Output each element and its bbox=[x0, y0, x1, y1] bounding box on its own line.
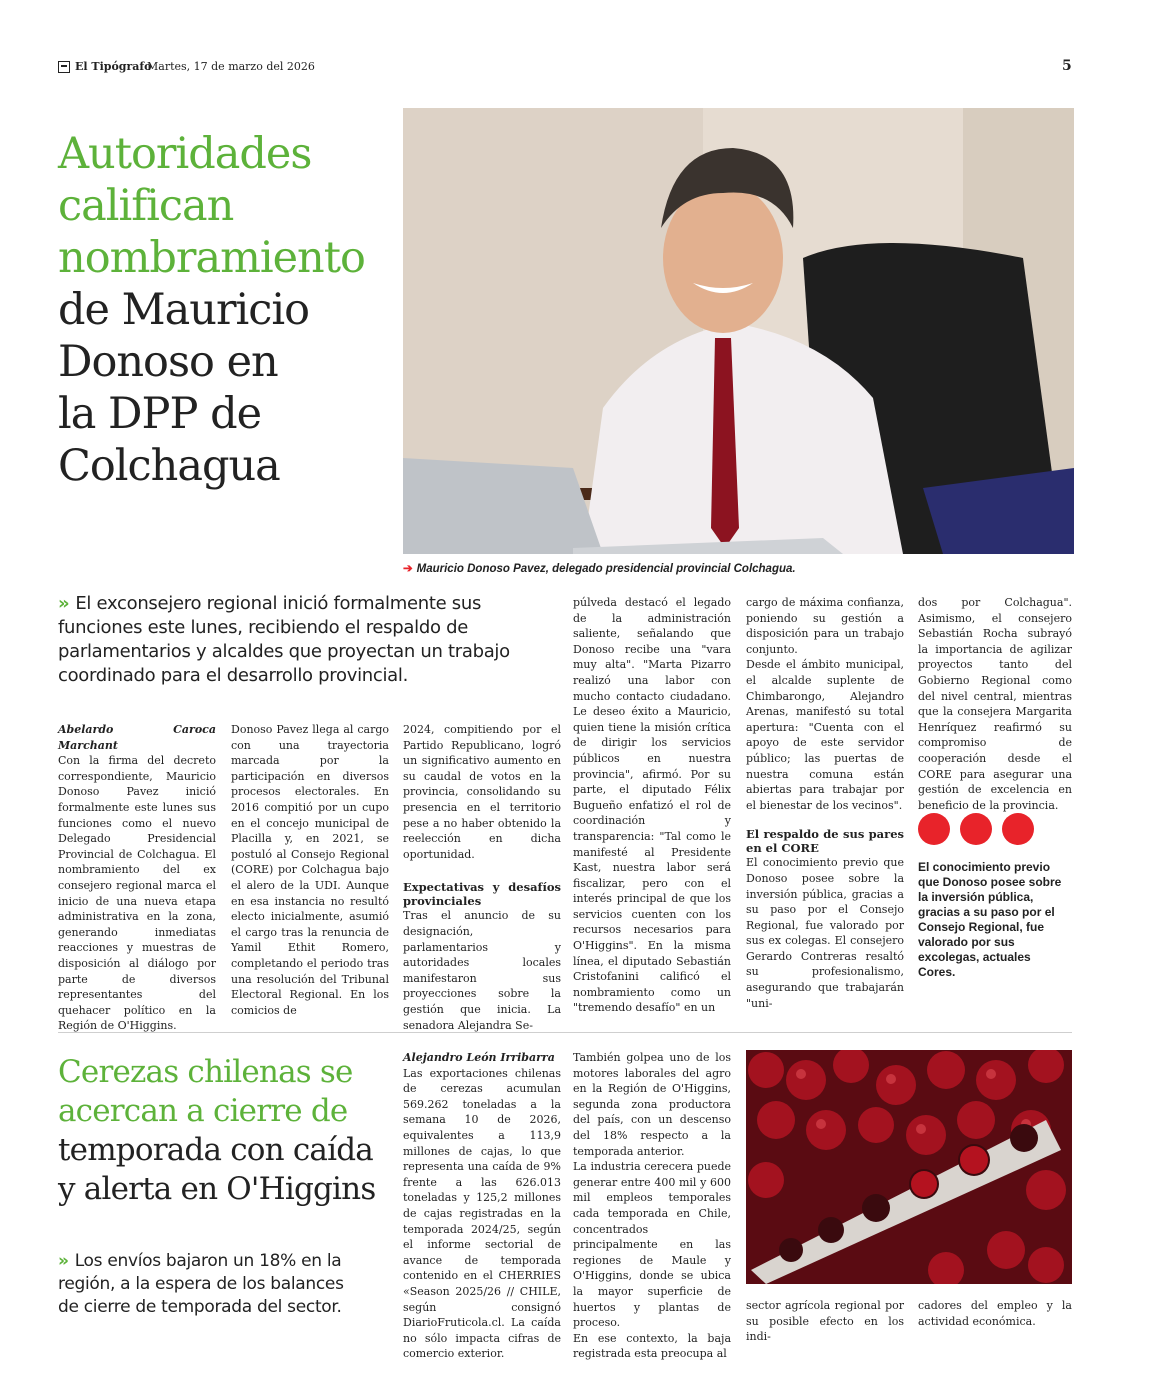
byline: Alejandro León Irribarra bbox=[403, 1051, 555, 1064]
story1-column-2 bbox=[231, 722, 389, 1018]
story1-column-1 bbox=[58, 722, 216, 1034]
body-text: Desde el ámbito municipal, el alcalde suplente de Chimbarongo, Alejandro Arenas, manifestó su total apertura: "Cuenta con el apoyo de este servidor público; las puertas de nuestra comuna están abiertas para trabajar por el bienestar de los vecinos". bbox=[746, 658, 904, 812]
story2-column-2 bbox=[573, 1050, 731, 1362]
story2-headline bbox=[58, 1053, 398, 1209]
headline-line: temporada con caída bbox=[58, 1132, 373, 1168]
headline-line: califican bbox=[58, 181, 234, 231]
body-text: La industria cerecera puede generar entre 400 mil y 600 mil empleos temporales cada temporada en Chile, concentrados principalmente en las regiones de Maule y O'Higgins, donde se ubica la mayor superficie de huertos y plantas de proceso. bbox=[573, 1160, 731, 1330]
newspaper-logo bbox=[58, 60, 151, 73]
headline-line: Autoridades bbox=[58, 129, 312, 179]
red-dot-icon bbox=[960, 813, 992, 845]
subhead: El respaldo de sus pares en el CORE bbox=[746, 827, 904, 856]
dek-line: El exconsejero regional inició formalmente sus bbox=[75, 593, 482, 614]
cherries-illustration bbox=[746, 1050, 1072, 1284]
dek-line: de cierre de temporada del sector. bbox=[58, 1297, 342, 1317]
chevron-double-right-icon: » bbox=[58, 1251, 69, 1271]
headline-line: de Mauricio bbox=[58, 285, 310, 335]
story2-column-4 bbox=[918, 1298, 1072, 1329]
body-text: Donoso Pavez llega al cargo con una trayectoria marcada por la participación en diversos procesos electorales. En 2016 compitió por un cupo en el concejo municipal de Placilla y, en 2021, se postuló al Consejo Regional (CORE) por Colchagua bajo el alero de la UDI. Aunque en esa instancia no resultó electo inicialmente, asumió el cargo tras la renuncia de Yamil Ethit Romero, completando el periodo tras una resolución del Tribunal Electoral Regional. En los comicios de bbox=[231, 723, 389, 1017]
page-number: 5 bbox=[1062, 58, 1072, 74]
body-text: 2024, compitiendo por el Partido Republicano, logró un significativo aumento en su caudal de votos en la provincia, consolidando su presencia en el territorio pese a no haber obtenido la reelección en dicha oportunidad. bbox=[403, 723, 561, 861]
body-text: El conocimiento previo que Donoso posee sobre la inversión pública, gracias a su paso por el Consejo Regional, fue valorado por sus ex colegas. El consejero Gerardo Contreras resaltó su profesionalismo, asegurando que trabajarán "uni- bbox=[746, 856, 904, 1010]
issue-date: Martes, 17 de marzo del 2026 bbox=[147, 60, 315, 73]
decorative-dots bbox=[918, 813, 1034, 845]
portrait-illustration bbox=[403, 108, 1074, 554]
pull-quote: El conocimiento previo que Donoso posee sobre la inversión pública, gracias a su paso por el Consejo Regional, fue valorado por sus excolegas, actuales Cores. bbox=[918, 860, 1062, 979]
arrow-right-icon: ➔ bbox=[403, 563, 413, 575]
byline: Abelardo Caroca Marchant bbox=[58, 723, 216, 752]
dek-line: parlamentarios y alcaldes que proyectan un trabajo bbox=[58, 641, 510, 662]
body-text: cargo de máxima confianza, poniendo su gestión a disposición para un trabajo conjunto. bbox=[746, 596, 904, 656]
dek-line: funciones este lunes, recibiendo el respaldo de bbox=[58, 617, 468, 638]
photo-caption bbox=[403, 561, 796, 575]
headline-line: y alerta en O'Higgins bbox=[58, 1171, 376, 1207]
newspaper-name: El Tipógrafo bbox=[75, 60, 152, 73]
section-divider bbox=[58, 1032, 1072, 1033]
headline-line: nombramiento bbox=[58, 233, 365, 283]
dek-line: coordinado para el desarrollo provincial. bbox=[58, 665, 409, 686]
headline-line: Colchagua bbox=[58, 441, 280, 491]
story1-column-3 bbox=[403, 722, 561, 1033]
story1-column-4 bbox=[573, 595, 731, 1016]
body-text: Tras el anuncio de su designación, parlamentarios y autoridades locales manifestaron sus proyecciones sobre la gestión que inicia. La senadora Alejandra Se- bbox=[403, 909, 561, 1032]
chevron-double-right-icon: » bbox=[58, 593, 70, 614]
story1-column-5 bbox=[746, 595, 904, 1011]
headline-line: Donoso en bbox=[58, 337, 278, 387]
body-text: dos por Colchagua". Asimismo, el consejero Sebastián Rocha subrayó la importancia de agilizar proyectos tanto del Gobierno Regional como del nivel central, mientras que la consejera Margarita Henríquez reafirmó su compromiso de cooperación desde el CORE para asegurar una gestión de excelencia en beneficio de la provincia. bbox=[918, 596, 1072, 812]
headline-line: acercan a cierre de bbox=[58, 1093, 348, 1129]
story1-headline bbox=[58, 128, 398, 492]
story2-column-3 bbox=[746, 1298, 904, 1345]
body-text: sector agrícola regional por su posible efecto en los indi- bbox=[746, 1299, 904, 1344]
body-text: Con la firma del decreto correspondiente, Mauricio Donoso Pavez inició formalmente este lunes sus funciones como el nuevo Delegado Presidencial Provincial de Colchagua. El nombramiento del ex consejero regional marca el inicio de una nueva etapa administrativa en la zona, generando inmediatas reacciones y muestras de disposición al diálogo por parte de diversos representantes del quehacer político en la Región de O'Higgins. bbox=[58, 754, 216, 1033]
story2-dek bbox=[58, 1250, 388, 1319]
body-text: Las exportaciones chilenas de cerezas acumulan 569.262 toneladas a la semana 10 de 2026, equivalentes a 113,9 millones de cajas, lo que representa una caída de 9% frente a las 626.013 toneladas y 125,2 millones de cajas registradas en la temporada 2024/25, según el informe sectorial de avance de temporada contenido en el CHERRIES «Season 2025/26 // CHILE, según consignó DiarioFruticola.cl. La caída no sólo impacta cifras de comercio exterior. bbox=[403, 1066, 561, 1361]
portrait-photo bbox=[403, 108, 1074, 554]
headline-line: la DPP de bbox=[58, 389, 262, 439]
dek-line: región, a la espera de los balances bbox=[58, 1274, 344, 1294]
story1-dek bbox=[58, 592, 548, 688]
cherries-photo bbox=[746, 1050, 1072, 1284]
body-text: También golpea uno de los motores laborales del agro en la Región de O'Higgins, segunda zona productora del país, con un descenso del 18% respecto a la temporada anterior. bbox=[573, 1051, 731, 1158]
caption-text: Mauricio Donoso Pavez, delegado presidencial provincial Colchagua. bbox=[416, 563, 796, 575]
subhead: Expectativas y desafíos provinciales bbox=[403, 880, 561, 909]
red-dot-icon bbox=[918, 813, 950, 845]
body-text: En ese contexto, la baja registrada esta preocupa al bbox=[573, 1331, 731, 1361]
red-dot-icon bbox=[1002, 813, 1034, 845]
body-text: púlveda destacó el legado de la administración saliente, señalando que Donoso recibe una "vara muy alta". "Marta Pizarro realizó una labor con mucho contacto ciudadano. Le deseo éxito a Mauricio, quien tiene la misión crítica de dirigir los servicios públicos en nuestra provincia", afirmó. Por su parte, el diputado Félix Bugueño enfatizó el rol de coordinación y transparencia: "Tal como le manifesté al Presidente Kast, nuestra labor será fiscalizar, pero con el interés principal de que los servicios cuenten con los recursos necesarios para O'Higgins". En la misma línea, el diputado Sebastián Cristofanini calificó el nombramiento como un "tremendo desafío" en un bbox=[573, 596, 731, 1015]
dek-line: Los envíos bajaron un 18% en la bbox=[74, 1251, 342, 1271]
logo-icon bbox=[58, 61, 70, 73]
headline-line: Cerezas chilenas se bbox=[58, 1054, 353, 1090]
story2-column-1 bbox=[403, 1050, 561, 1362]
body-text: cadores del empleo y la actividad económica. bbox=[918, 1299, 1072, 1328]
story1-column-6 bbox=[918, 595, 1072, 813]
